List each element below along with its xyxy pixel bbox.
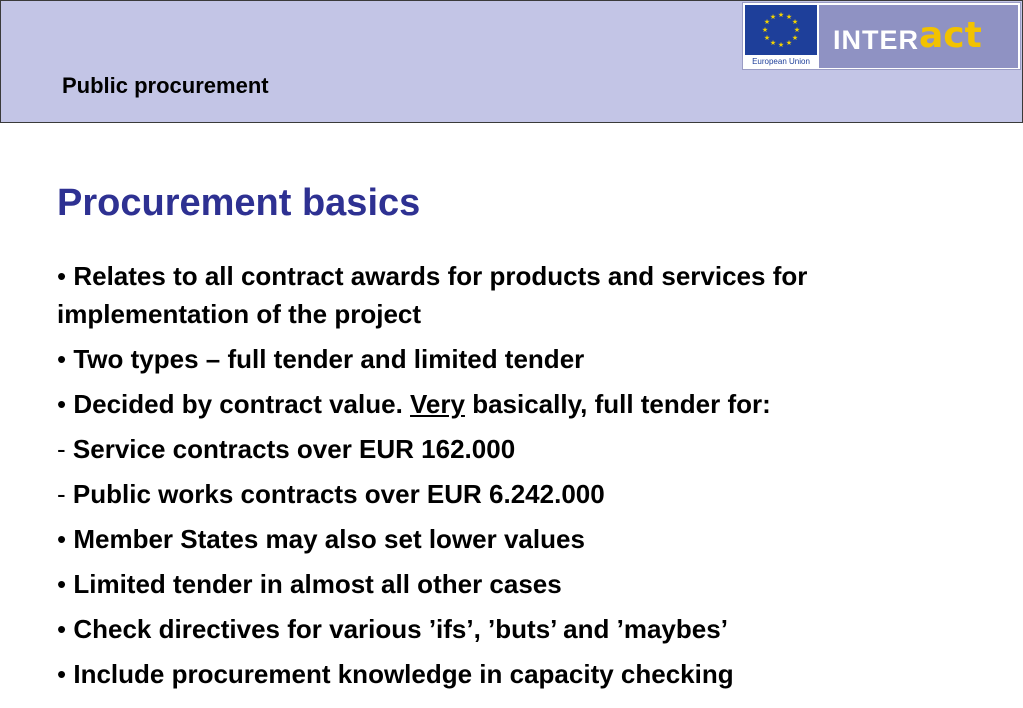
bullet-text: Public works contracts over EUR 6.242.000 [72,479,605,509]
svg-text:★: ★ [791,34,799,42]
svg-text:★: ★ [777,41,785,49]
header-banner [0,0,1023,123]
brand-suffix: act [919,15,982,56]
dash-mark: - [57,479,66,509]
eu-caption: European Union [745,55,817,68]
slide-title: Procurement basics [57,182,421,224]
bullet-item [57,565,987,603]
bullet-mark: • [57,344,67,374]
brand-prefix: INTER [833,25,919,55]
svg-text:★: ★ [777,11,785,19]
interact-brand [819,5,1018,68]
svg-text:★: ★ [769,39,777,47]
bullet-text: Relates to all contract awards for products and services for implementation of the project [57,261,808,329]
sub-item [57,475,987,513]
dash-mark: - [57,434,66,464]
bullet-item [57,610,987,648]
bullet-mark: • [57,614,67,644]
bullet-mark: • [57,389,67,419]
svg-text:★: ★ [763,34,771,42]
bullet-text: basically, full tender for: [464,389,771,419]
svg-text:★: ★ [785,39,793,47]
bullet-text: Decided by contract value. [73,389,411,419]
bullet-text: Two types – full tender and limited tender [73,344,585,374]
eu-flag-icon [745,5,817,55]
bullet-item [57,340,987,378]
bullet-item [57,520,987,558]
bullet-text: Check directives for various ’ifs’, ’buts’ and ’maybes’ [73,614,728,644]
underlined-word: Very [410,389,465,419]
sub-item [57,430,987,468]
bullet-mark: • [57,261,67,291]
svg-text:★: ★ [791,18,799,26]
bullet-mark: • [57,569,67,599]
bullet-text: Limited tender in almost all other cases [73,569,562,599]
svg-text:★: ★ [785,13,793,21]
header-title: Public procurement [62,73,269,98]
bullet-text: Member States may also set lower values [73,524,585,554]
bullet-mark: • [57,659,67,689]
svg-text:★: ★ [763,18,771,26]
bullet-mark: • [57,524,67,554]
bullet-item [57,385,987,423]
bullet-list [57,257,987,700]
interact-wordmark [833,17,982,58]
bullet-item [57,655,987,693]
svg-text:★: ★ [793,26,801,34]
svg-text:★: ★ [761,26,769,34]
bullet-text: Service contracts over EUR 162.000 [72,434,516,464]
bullet-item [57,257,987,333]
bullet-text: Include procurement knowledge in capacity checking [73,659,734,689]
svg-text:★: ★ [769,13,777,21]
interact-logo [742,2,1021,70]
